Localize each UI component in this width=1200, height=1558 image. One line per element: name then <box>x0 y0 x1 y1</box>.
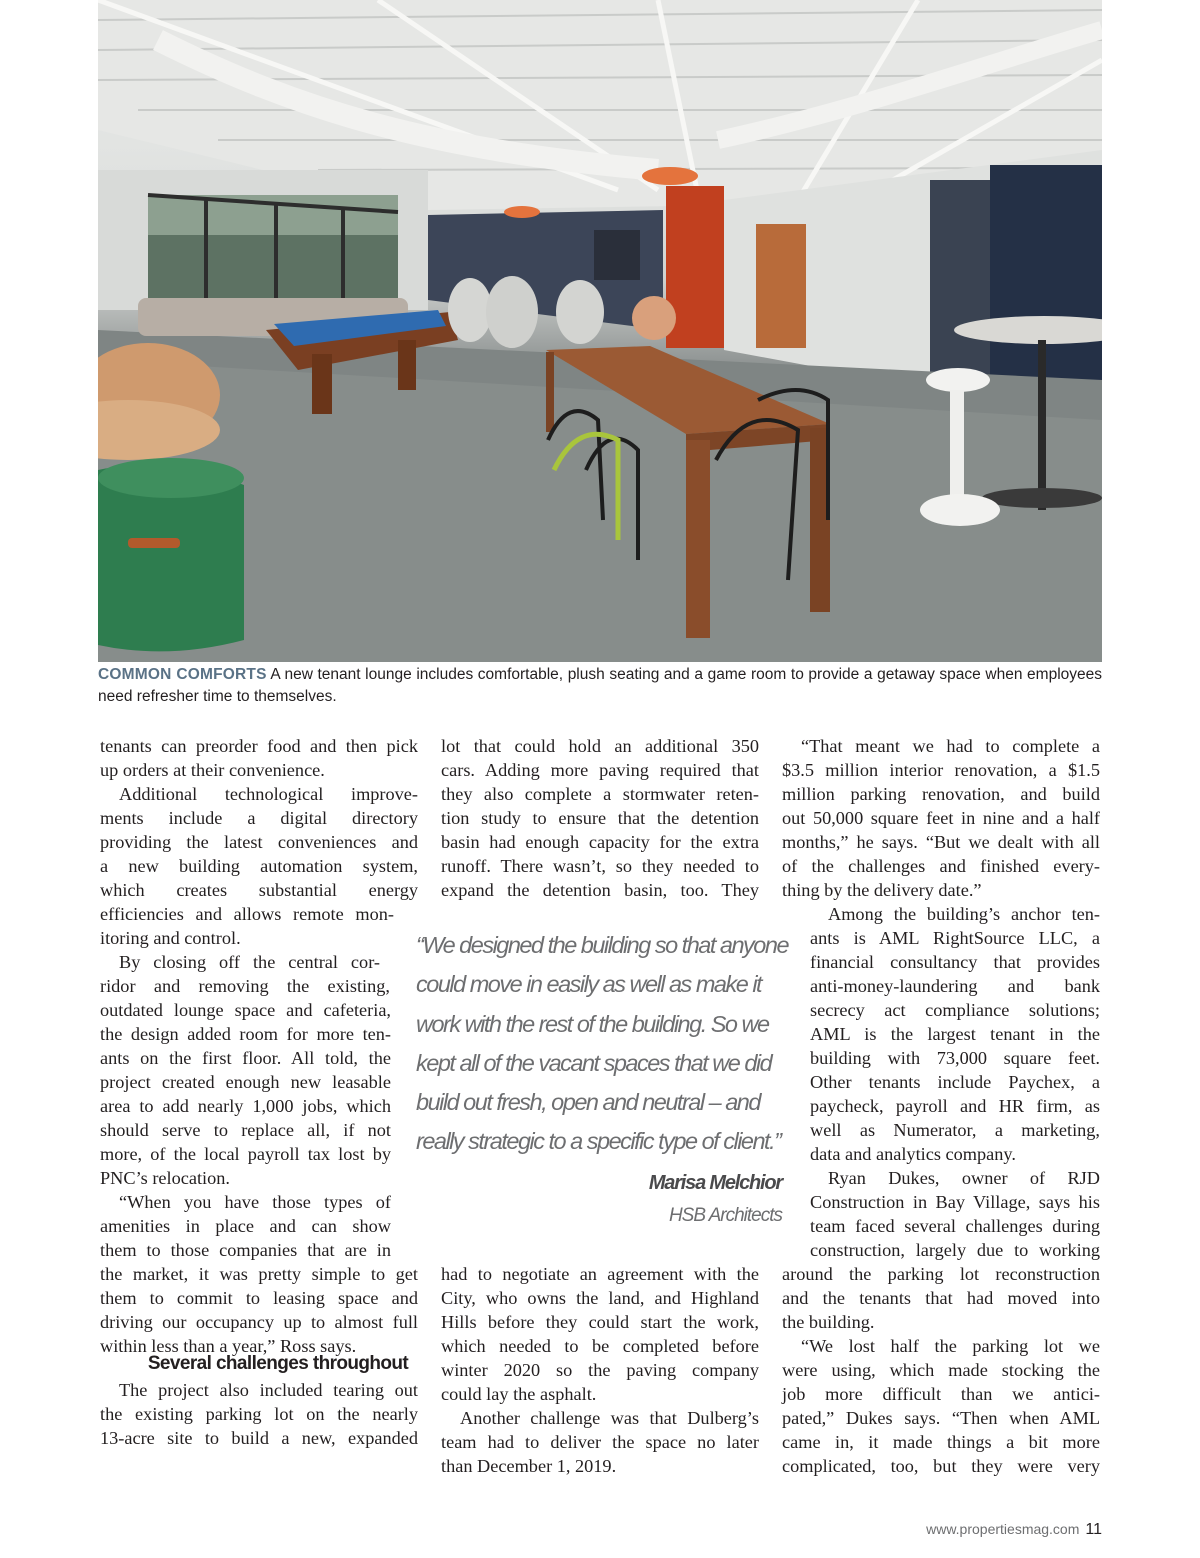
lounge-photo <box>98 0 1102 662</box>
lounge-photo-illustration <box>98 0 1102 662</box>
text-line: team had to deliver the space no later <box>441 1432 759 1452</box>
pull-quote-attribution-name: Marisa Melchior <box>648 1172 782 1194</box>
text-line: which creates substantial energy <box>100 880 418 900</box>
text-line: pated,” Dukes says. “Then when AML <box>782 1408 1100 1428</box>
text-line: secrecy act compliance solutions; <box>810 1000 1100 1020</box>
text-line: thing by the delivery date.” <box>782 880 982 900</box>
text-line: Among the building’s anchor ten- <box>828 904 1100 924</box>
text-line: “That meant we had to complete a <box>801 736 1100 756</box>
text-line: ants on the first floor. All told, the <box>100 1048 391 1068</box>
text-line: financial consultancy that provides <box>810 952 1100 972</box>
text-line: had to negotiate an agreement with the <box>441 1264 759 1284</box>
text-line: AML is the largest tenant in the <box>810 1024 1100 1044</box>
text-line: ments include a digital directory <box>100 808 418 828</box>
text-line: Other tenants include Paychex, a <box>810 1072 1100 1092</box>
text-line: amenities in place and can show <box>100 1216 391 1236</box>
text-line: ridor and removing the existing, <box>100 976 390 996</box>
text-line: $3.5 million interior renovation, a $1.5 <box>782 760 1100 780</box>
text-line: data and analytics company. <box>810 1144 1016 1164</box>
text-line: ants is AML RightSource LLC, a <box>810 928 1100 948</box>
text-line: they also complete a stormwater reten- <box>441 784 759 804</box>
text-line: By closing off the central cor- <box>119 952 380 972</box>
text-line: out 50,000 square feet in nine and a half <box>782 808 1100 828</box>
text-line: Another challenge was that Dulberg’s <box>460 1408 759 1428</box>
caption-text: A new tenant lounge includes comfortable, plush seating and a game room to provide a getaway space when employees need refresher time to themselves. <box>98 666 1102 705</box>
text-line: them to commit to leasing space and <box>100 1288 418 1308</box>
text-line: anti-money-laundering and bank <box>810 976 1100 996</box>
pull-quote-line: build out fresh, open and neutral – and <box>416 1089 760 1116</box>
photo-caption <box>98 664 1102 707</box>
text-line: the existing parking lot on the nearly <box>100 1404 418 1424</box>
text-line: job more difficult than we antici- <box>782 1384 1100 1404</box>
text-line: Hills before they could start the work, <box>441 1312 759 1332</box>
text-line: driving our occupancy up to almost full <box>100 1312 418 1332</box>
text-line: team faced several challenges during <box>810 1216 1100 1236</box>
text-line: Ryan Dukes, owner of RJD <box>828 1168 1100 1188</box>
pull-quote-attribution-org: HSB Architects <box>668 1205 782 1226</box>
text-line: the building. <box>782 1312 875 1332</box>
text-line: PNC’s relocation. <box>100 1168 230 1188</box>
text-line: Additional technological improve- <box>119 784 418 804</box>
text-line: area to add nearly 1,000 jobs, which <box>100 1096 391 1116</box>
text-line: efficiencies and allows remote mon- <box>100 904 394 924</box>
text-line: came in, it made things a bit more <box>782 1432 1100 1452</box>
text-line: expand the detention basin, too. They <box>441 880 759 900</box>
pull-quote-line: could move in easily as well as make it <box>416 971 762 998</box>
page-footer <box>926 1521 1102 1539</box>
section-subhead: Several challenges throughout <box>147 1353 409 1374</box>
text-line: well as Numerator, a marketing, <box>810 1120 1100 1140</box>
text-line: project created enough new leasable <box>100 1072 391 1092</box>
text-line: them to those companies that are in <box>100 1240 391 1260</box>
text-line: within less than a year,” Ross says. <box>100 1336 357 1356</box>
text-line: paycheck, payroll and HR firm, as <box>810 1096 1100 1116</box>
text-line: winter 2020 so the paving company <box>441 1360 759 1380</box>
text-line: building with 73,000 square feet. <box>810 1048 1100 1068</box>
pull-quote-line: “We designed the building so that anyone <box>416 932 789 958</box>
text-line: Construction in Bay Village, says his <box>810 1192 1100 1212</box>
pull-quote-line: really strategic to a specific type of client.” <box>416 1128 781 1155</box>
text-line: outdated lounge space and cafeteria, <box>100 1000 391 1020</box>
text-line: City, who owns the land, and Highland <box>441 1288 759 1308</box>
text-line: months,” he says. “But we dealt with all <box>782 832 1100 852</box>
text-line: basin had enough capacity for the extra <box>441 832 759 852</box>
text-line: The project also included tearing out <box>119 1380 418 1400</box>
footer-url[interactable]: www.propertiesmag.com <box>926 1521 1080 1537</box>
text-line: tion study to ensure that the detention <box>441 808 759 828</box>
text-line: up orders at their convenience. <box>100 760 325 780</box>
text-line: were using, which made stocking the <box>782 1360 1100 1380</box>
pull-quote <box>416 926 788 1162</box>
text-line: tenants can preorder food and then pick <box>100 736 418 756</box>
text-line: should serve to replace all, if not <box>100 1120 391 1140</box>
text-line: lot that could hold an additional 350 <box>441 736 759 756</box>
text-line: and the tenants that had moved into <box>782 1288 1100 1308</box>
text-line: more, of the local payroll tax lost by <box>100 1144 391 1164</box>
text-line: than December 1, 2019. <box>441 1456 617 1476</box>
text-line: around the parking lot reconstruction <box>782 1264 1100 1284</box>
text-line: runoff. There wasn’t, so they needed to <box>441 856 759 876</box>
text-line: construction, largely due to working <box>810 1240 1100 1260</box>
text-line: complicated, too, but they were very <box>782 1456 1100 1476</box>
text-line: a new building automation system, <box>100 856 418 876</box>
text-line: which needed to be completed before <box>441 1336 759 1356</box>
text-line: million parking renovation, and build <box>782 784 1100 804</box>
text-line: the design added room for more ten- <box>100 1024 391 1044</box>
caption-kicker: COMMON COMFORTS <box>98 666 267 683</box>
text-line: itoring and control. <box>100 928 241 948</box>
text-line: providing the latest conveniences and <box>100 832 418 852</box>
pull-quote-line: work with the rest of the building. So we <box>416 1010 769 1037</box>
pull-quote-line: kept all of the vacant spaces that we did <box>416 1049 772 1076</box>
text-line: “When you have those types of <box>119 1192 391 1212</box>
text-line: 13-acre site to build a new, expanded <box>100 1428 418 1448</box>
text-line: “We lost half the parking lot we <box>801 1336 1100 1356</box>
page-number: 11 <box>1085 1521 1102 1538</box>
text-line: of the challenges and finished every- <box>782 856 1100 876</box>
text-line: the market, it was pretty simple to get <box>100 1264 418 1284</box>
text-line: could lay the asphalt. <box>441 1384 597 1404</box>
text-line: cars. Adding more paving required that <box>441 760 759 780</box>
